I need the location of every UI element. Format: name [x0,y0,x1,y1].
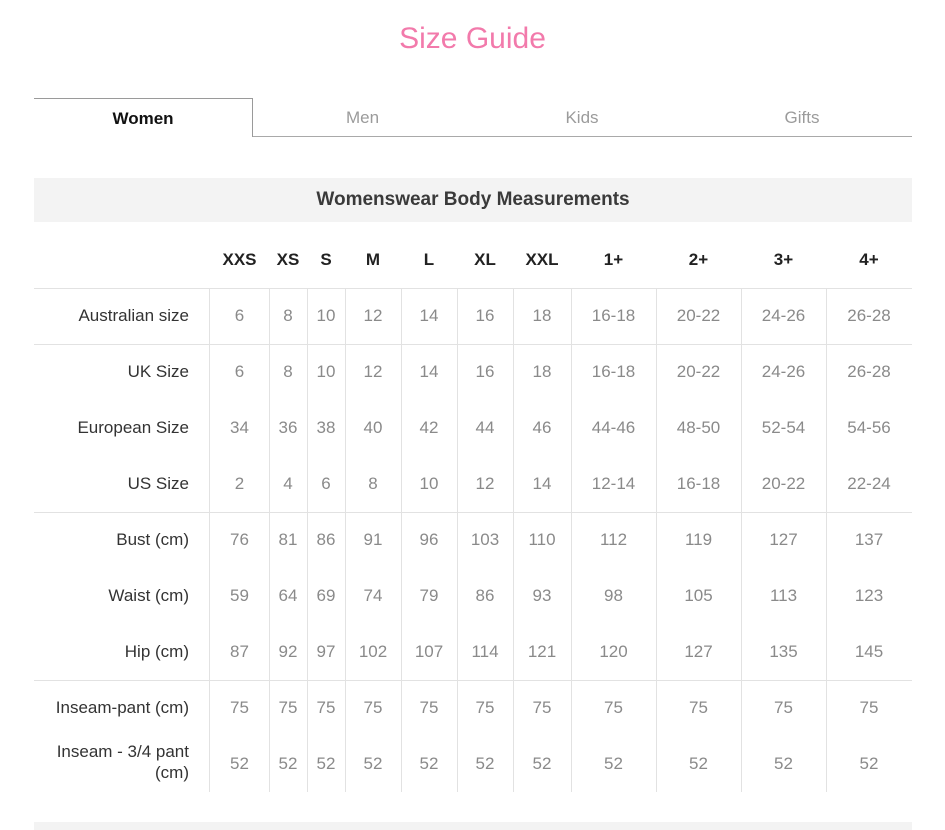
table-cell: 52 [774,754,793,773]
table-cell: 12 [363,362,383,381]
column-header: XS [276,250,300,269]
table-cell: 20-22 [761,474,806,493]
table-cell: 24-26 [761,362,806,381]
table-cell: 127 [769,530,798,549]
column-divider [457,288,458,792]
table-cell: 52 [859,754,879,773]
table-cell: 107 [414,642,444,661]
table-cell: 10 [316,306,336,325]
table-cell: 96 [419,530,439,549]
column-divider [656,288,657,792]
table-cell: 44 [475,418,495,437]
table-title: Womenswear Body Measurements [34,178,912,222]
column-divider [571,288,572,792]
row-label: Waist (cm) [108,586,189,605]
row-label: US Size [127,474,189,493]
table-cell: 75 [859,698,879,717]
table-cell: 59 [230,586,249,605]
table-cell: 93 [532,586,552,605]
column-header: S [320,250,332,269]
column-header: 1+ [603,250,624,269]
table-cell: 8 [283,362,293,381]
table-cell: 38 [316,418,336,437]
column-divider [513,288,514,792]
section-divider [34,822,912,830]
column-divider [307,288,308,792]
table-cell: 40 [363,418,383,437]
column-header: XL [474,250,496,269]
row-label: European Size [77,418,189,437]
table-cell: 8 [283,306,293,325]
column-divider [826,288,827,792]
table-cell: 92 [278,642,298,661]
row-label: Inseam-pant (cm) [55,698,189,717]
table-cell: 75 [689,698,708,717]
table-cell: 87 [230,642,249,661]
column-header: M [365,250,381,269]
table-cell: 10 [419,474,439,493]
table-cell: 12 [475,474,495,493]
table-cell: 20-22 [676,362,721,381]
row-label: Inseam - 3/4 pant (cm) [56,742,189,782]
table-cell: 52 [604,754,623,773]
column-divider [741,288,742,792]
table-cell: 16 [475,306,495,325]
table-cell: 36 [278,418,298,437]
table-cell: 75 [532,698,552,717]
table-cell: 97 [316,642,336,661]
table-cell: 119 [684,530,713,549]
table-cell: 42 [419,418,439,437]
table-cell: 69 [316,586,336,605]
table-cell: 112 [599,530,628,549]
table-cell: 145 [854,642,884,661]
column-header: 4+ [859,250,879,269]
row-label: Bust (cm) [116,530,189,549]
table-cell: 6 [234,362,245,381]
table-cell: 102 [358,642,388,661]
table-cell: 52 [419,754,439,773]
table-cell: 135 [769,642,798,661]
column-divider [401,288,402,792]
row-divider [34,344,912,345]
table-cell: 52 [316,754,336,773]
table-cell: 75 [316,698,336,717]
column-divider [269,288,270,792]
table-cell: 22-24 [847,474,891,493]
table-cell: 20-22 [676,306,721,325]
table-cell: 137 [854,530,884,549]
table-cell: 75 [475,698,495,717]
table-cell: 14 [419,362,439,381]
table-cell: 123 [854,586,884,605]
table-cell: 26-28 [847,362,891,381]
tab-women[interactable]: Women [34,98,253,137]
table-cell: 86 [475,586,495,605]
table-cell: 75 [419,698,439,717]
table-cell: 8 [368,474,378,493]
column-divider [345,288,346,792]
table-cell: 18 [532,362,552,381]
table-cell: 16 [475,362,495,381]
table-cell: 75 [363,698,383,717]
table-cell: 64 [278,586,298,605]
column-header: 2+ [688,250,709,269]
table-cell: 79 [419,586,439,605]
table-cell: 44-46 [591,418,636,437]
table-cell: 120 [599,642,628,661]
column-divider [209,288,210,792]
tab-men[interactable]: Men [345,108,380,127]
row-divider [34,512,912,513]
table-cell: 16-18 [591,306,636,325]
table-cell: 75 [230,698,249,717]
table-cell: 52 [230,754,249,773]
table-cell: 26-28 [847,306,891,325]
table-cell: 52 [363,754,383,773]
table-cell: 18 [532,306,552,325]
table-cell: 48-50 [676,418,721,437]
table-cell: 81 [278,530,298,549]
table-cell: 16-18 [676,474,721,493]
table-cell: 10 [316,362,336,381]
table-cell: 75 [278,698,298,717]
table-cell: 16-18 [591,362,636,381]
table-cell: 2 [234,474,245,493]
table-cell: 76 [230,530,249,549]
column-header: L [423,250,435,269]
row-divider [34,288,912,289]
row-label: Australian size [78,306,189,325]
table-cell: 14 [532,474,552,493]
table-cell: 52-54 [761,418,806,437]
table-cell: 91 [363,530,383,549]
table-cell: 113 [769,586,798,605]
table-cell: 24-26 [761,306,806,325]
table-cell: 74 [363,586,383,605]
table-cell: 75 [604,698,623,717]
table-cell: 34 [230,418,249,437]
table-cell: 52 [278,754,298,773]
table-cell: 54-56 [847,418,891,437]
table-cell: 75 [774,698,793,717]
table-cell: 127 [684,642,713,661]
tab-kids[interactable]: Kids [565,108,599,127]
column-header: XXS [222,250,257,269]
table-cell: 52 [532,754,552,773]
table-cell: 12-14 [591,474,636,493]
table-cell: 52 [689,754,708,773]
table-cell: 12 [363,306,383,325]
column-header: 3+ [773,250,794,269]
row-label: UK Size [127,362,189,381]
table-cell: 86 [316,530,336,549]
table-cell: 114 [471,642,499,661]
column-header: XXL [525,250,559,269]
table-cell: 4 [283,474,293,493]
table-cell: 105 [684,586,713,605]
tab-gifts[interactable]: Gifts [784,108,820,127]
table-cell: 103 [470,530,500,549]
table-cell: 6 [234,306,245,325]
table-cell: 14 [419,306,439,325]
size-table [34,232,912,792]
table-cell: 121 [527,642,557,661]
table-cell: 98 [604,586,623,605]
row-divider [34,680,912,681]
table-cell: 46 [532,418,552,437]
page-title: Size Guide [399,22,546,55]
row-label: Hip (cm) [124,642,189,661]
category-tabs [34,98,912,137]
table-cell: 110 [528,530,556,549]
table-cell: 52 [475,754,495,773]
table-cell: 6 [321,474,331,493]
